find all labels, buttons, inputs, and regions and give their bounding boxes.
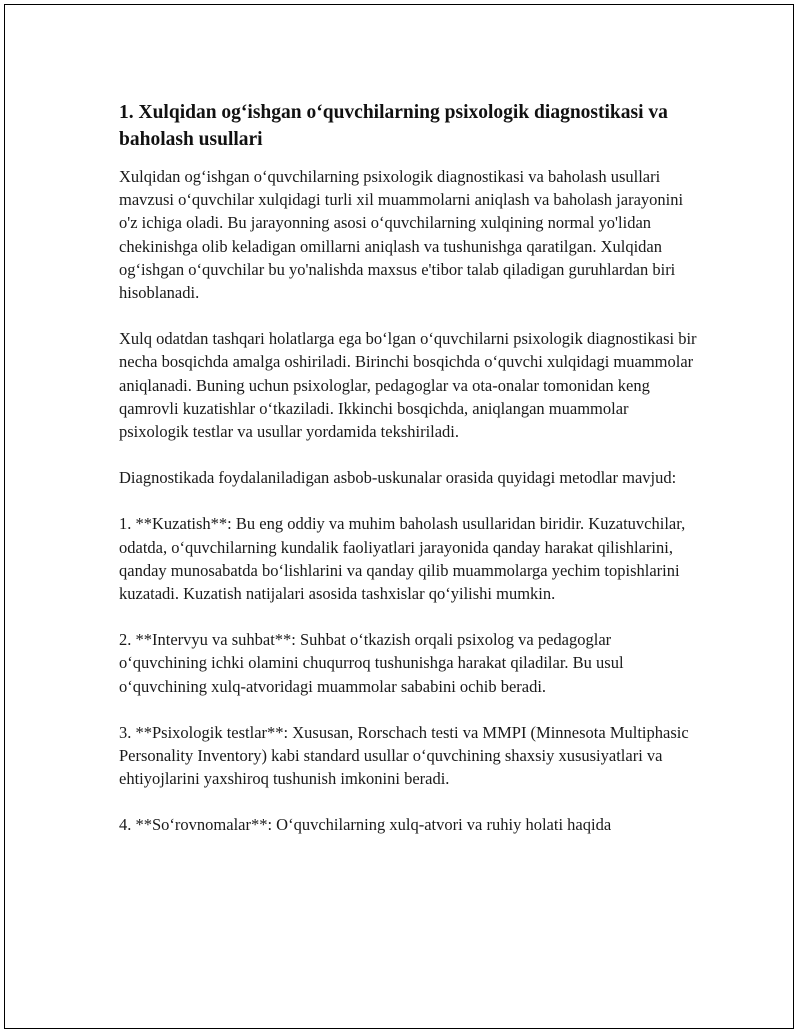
paragraph-stages: Xulq odatdan tashqari holatlarga ega bo‘lgan o‘quvchilarni psixologik diagnostikasi bir necha bosqichda amalga oshiriladi. Birinchi bosqichda o‘quvchi xulqidagi muammolar aniqlanadi. Buning uchun psixologlar, pedagoglar va ota-onalar tomonidan keng qamrovli kuzatishlar o‘tkaziladi. Ikkinchi bosqichda, aniqlangan muammolar psixologik testlar va usullar yordamida tekshiriladi.	[119, 329, 697, 442]
list-item-tests: 3. **Psixologik testlar**: Xususan, Rorschach testi va MMPI (Minnesota Multiphasic Personality Inventory) kabi standard usullar o‘quvchining shaxsiy xususiyatlari va ehtiyojlarini yaxshiroq tushunish imkonini beradi.	[119, 722, 689, 789]
paragraph-intro: Xulqidan og‘ishgan o‘quvchilarning psixologik diagnostikasi va baholash usullari mavzusi o‘quvchilar xulqidagi turli xil muammolarni aniqlash va baholash jarayonini o'z ichiga oladi. Bu jarayonning asosi o‘quvchilarning xulqining normal yo'lidan chekinishga olib keladigan omillarni aniqlash va tushunishga qaratilgan. Xulqidan og‘ishgan o‘quvchilar bu yo'nalishda maxsus e'tibor talab qiladigan guruhlardan biri hisoblanadi.	[119, 167, 684, 303]
list-item-surveys: 4. **So‘rovnomalar**: O‘quvchilarning xulq-atvori va ruhiy holati haqida	[119, 815, 612, 835]
paragraph-methods-intro: Diagnostikada foydalaniladigan asbob-uskunalar orasida quyidagi metodlar mavjud:	[119, 468, 677, 488]
list-item-observation: 1. **Kuzatish**: Bu eng oddiy va muhim baholash usullaridan biridir. Kuzatuvchilar, odatda, o‘quvchilarning kundalik faoliyatlari jarayonida qanday harakat qilishlarini, qanday munosabatda bo‘lishlarini va qanday qilib muammolarga yechim topishlarini kuzatadi. Kuzatish natijalari asosida tashxislar qo‘yilishi mumkin.	[119, 514, 686, 604]
list-item-interview: 2. **Intervyu va suhbat**: Suhbat o‘tkazish orqali psixolog va pedagoglar o‘quvchining ichki olamini chuqurroq tushunishga harakat qiladilar. Bu usul o‘quvchining xulq-atvoridagi muammolar sababini ochib beradi.	[119, 630, 624, 696]
document-body	[119, 99, 699, 860]
section-title: 1. Xulqidan og‘ishgan o‘quvchilarning psixologik diagnostikasi va baholash usullari	[119, 102, 668, 150]
document-page	[4, 4, 794, 1029]
